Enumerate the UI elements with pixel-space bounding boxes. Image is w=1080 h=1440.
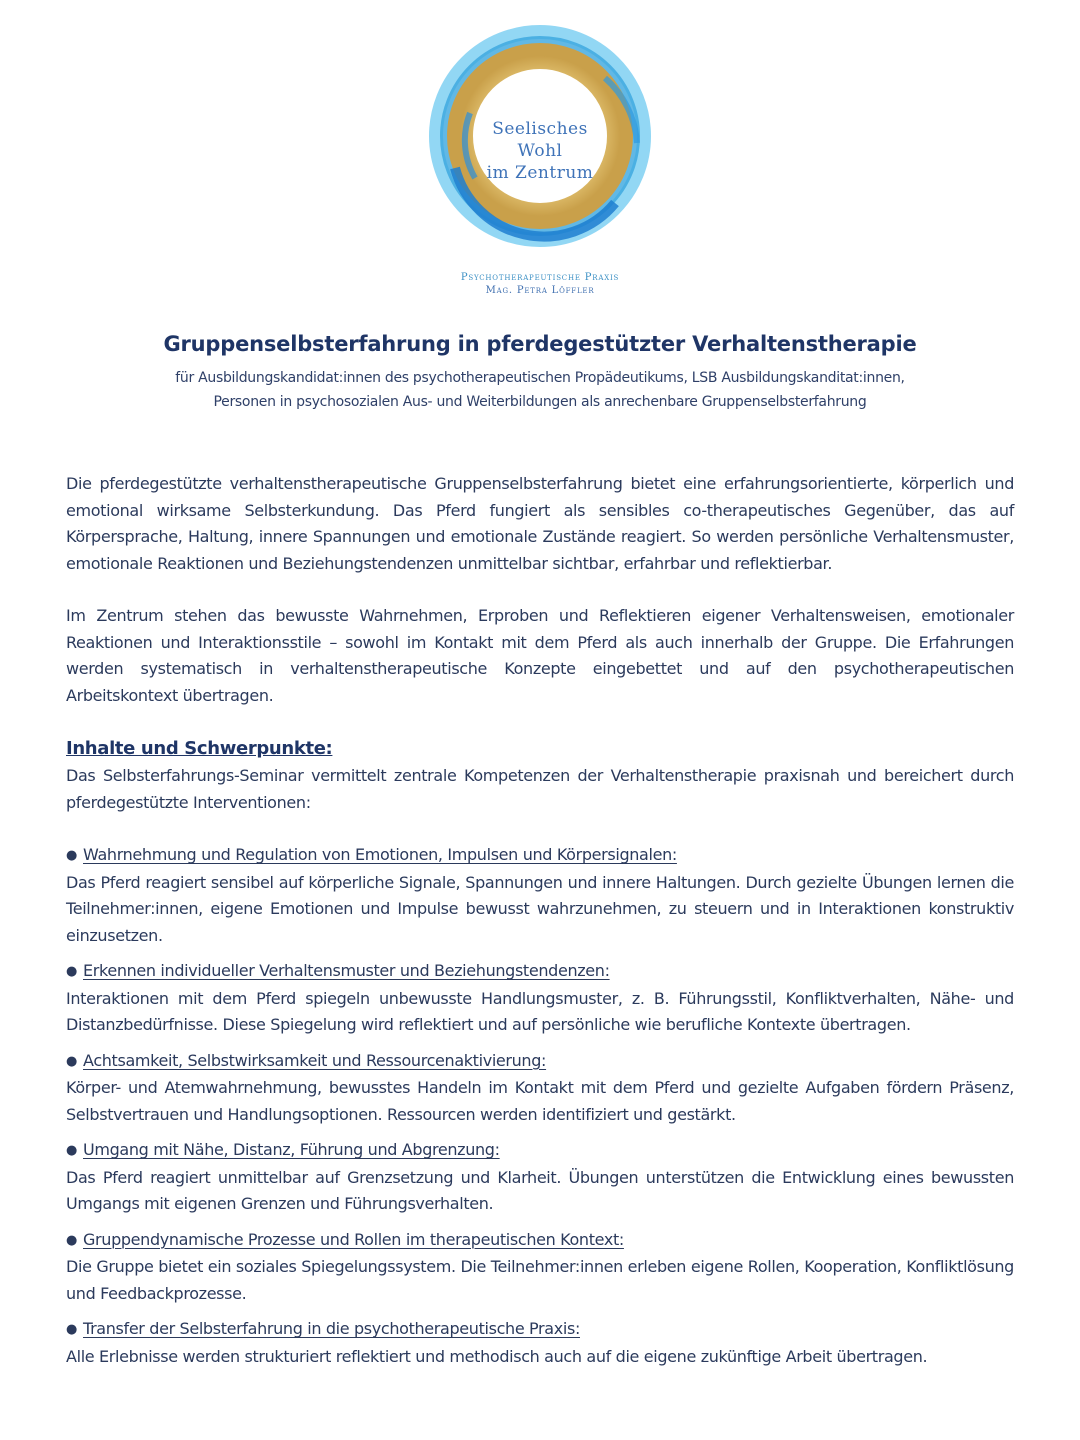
logo-line-1: Seelisches [492, 119, 588, 139]
focus-item [66, 842, 1014, 949]
intro-paragraph-2: Im Zentrum stehen das bewusste Wahrnehmen, Erproben und Reflektieren eigener Verhaltensweisen, emotionaler Reaktionen und Interaktionsstile – sowohl im Kontakt mit dem Pferd als auch innerhalb der Gruppe. Die Erfahrungen werden systematisch in verhaltenstherapeutische Konzepte eingebettet und auf den psychotherapeutischen Arbeitskontext übertragen. [66, 606, 1014, 705]
focus-item [66, 1048, 1014, 1129]
focus-item-heading: Umgang mit Nähe, Distanz, Führung und Abgrenzung: [83, 1140, 500, 1159]
focus-item-text: Das Pferd reagiert unmittelbar auf Grenzsetzung und Klarheit. Übungen unterstützen die Entwicklung eines bewussten Umgangs mit eigenen Grenzen und Führungsverhalten. [66, 1167, 1014, 1213]
focus-item [66, 1227, 1014, 1308]
focus-item [66, 958, 1014, 1039]
logo-line-3: im Zentrum [486, 163, 594, 183]
logo-wordmark [440, 118, 640, 184]
section-intro: Das Selbsterfahrungs-Seminar vermittelt zentrale Kompetenzen der Verhaltenstherapie praxisnah und bereichert durch pferdegestützte Interventionen: [66, 766, 1014, 812]
focus-item-heading: Gruppendynamische Prozesse und Rollen im therapeutischen Kontext: [83, 1229, 624, 1249]
focus-item-text: Körper- und Atemwahrnehmung, bewusstes Handeln im Kontakt mit dem Pferd und gezielte Aufgaben fördern Präsenz, Selbstvertrauen und Handlungsoptionen. Ressourcen werden identifiziert und gestärkt. [66, 1078, 1014, 1124]
focus-item-heading: Achtsamkeit, Selbstwirksamkeit und Ressourcenaktivierung: [83, 1050, 547, 1070]
focus-item-heading: Wahrnehmung und Regulation von Emotionen, Impulsen und Körpersignalen: [83, 845, 677, 864]
page-title: Gruppenselbsterfahrung in pferdegestützter Verhaltenstherapie [163, 332, 917, 356]
section-heading-contents: Inhalte und Schwerpunkte: [66, 738, 333, 759]
logo-subtitle-practice: Psychotherapeutische Praxis [460, 272, 620, 283]
intro-paragraph-1: Die pferdegestützte verhaltenstherapeutische Gruppenselbsterfahrung bietet eine erfahrungsorientierte, körperlich und emotional wirksame Selbsterkundung. Das Pferd fungiert als sensibles co-therapeutisches Gegenüber, das auf Körpersprache, Haltung, innere Spannungen und emotionale Zustände reagiert. So werden persönliche Verhaltensmuster, emotionale Reaktionen und Beziehungstendenzen unmittelbar sichtbar, erfahrbar und reflektierbar. [66, 474, 1014, 573]
logo-subtitle-name: Mag. Petra Löffler [485, 285, 595, 296]
document-body [66, 471, 1014, 1379]
focus-item-text: Interaktionen mit dem Pferd spiegeln unbewusste Handlungsmuster, z. B. Führungsstil, Konfliktverhalten, Nähe- und Distanzbedürfnisse. Diese Spiegelung wird reflektiert und auf persönliche wie berufliche Kontexte übertragen. [66, 988, 1014, 1034]
bullet-icon: ● [66, 1143, 77, 1158]
focus-item-text: Alle Erlebnisse werden strukturiert reflektiert und methodisch auch auf die eigene zukünftige Arbeit übertragen. [66, 1346, 928, 1366]
bullet-icon: ● [66, 1322, 77, 1337]
bullet-icon: ● [66, 964, 77, 979]
focus-item-heading: Transfer der Selbsterfahrung in die psychotherapeutische Praxis: [83, 1319, 580, 1338]
focus-item-heading: Erkennen individueller Verhaltensmuster und Beziehungstendenzen: [83, 961, 610, 980]
page-subtitle-line-2: Personen in psychosozialen Aus- und Weiterbildungen als anrechenbare Gruppenselbsterfahrung [213, 394, 867, 410]
bullet-icon: ● [66, 848, 77, 863]
logo-line-2: Wohl [517, 141, 563, 161]
page-subtitle-line-1: für Ausbildungskandidat:innen des psychotherapeutischen Propädeutikums, LSB Ausbildungskanditat:innen, [175, 370, 905, 386]
focus-item [66, 1137, 1014, 1218]
focus-item-text: Das Pferd reagiert sensibel auf körperliche Signale, Spannungen und innere Haltungen. Durch gezielte Übungen lernen die Teilnehmer:innen, eigene Emotionen und Impulse bewusst wahrzunehmen, zu steuern und in Interaktionen konstruktiv einzusetzen. [66, 872, 1014, 945]
focus-item-text: Die Gruppe bietet ein soziales Spiegelungssystem. Die Teilnehmer:innen erleben eigene Rollen, Kooperation, Konfliktlösung und Feedbackprozesse. [66, 1257, 1014, 1303]
bullet-icon: ● [66, 1053, 77, 1069]
bullet-icon: ● [66, 1232, 77, 1248]
practice-logo [0, 18, 1080, 308]
focus-item [66, 1316, 1014, 1370]
